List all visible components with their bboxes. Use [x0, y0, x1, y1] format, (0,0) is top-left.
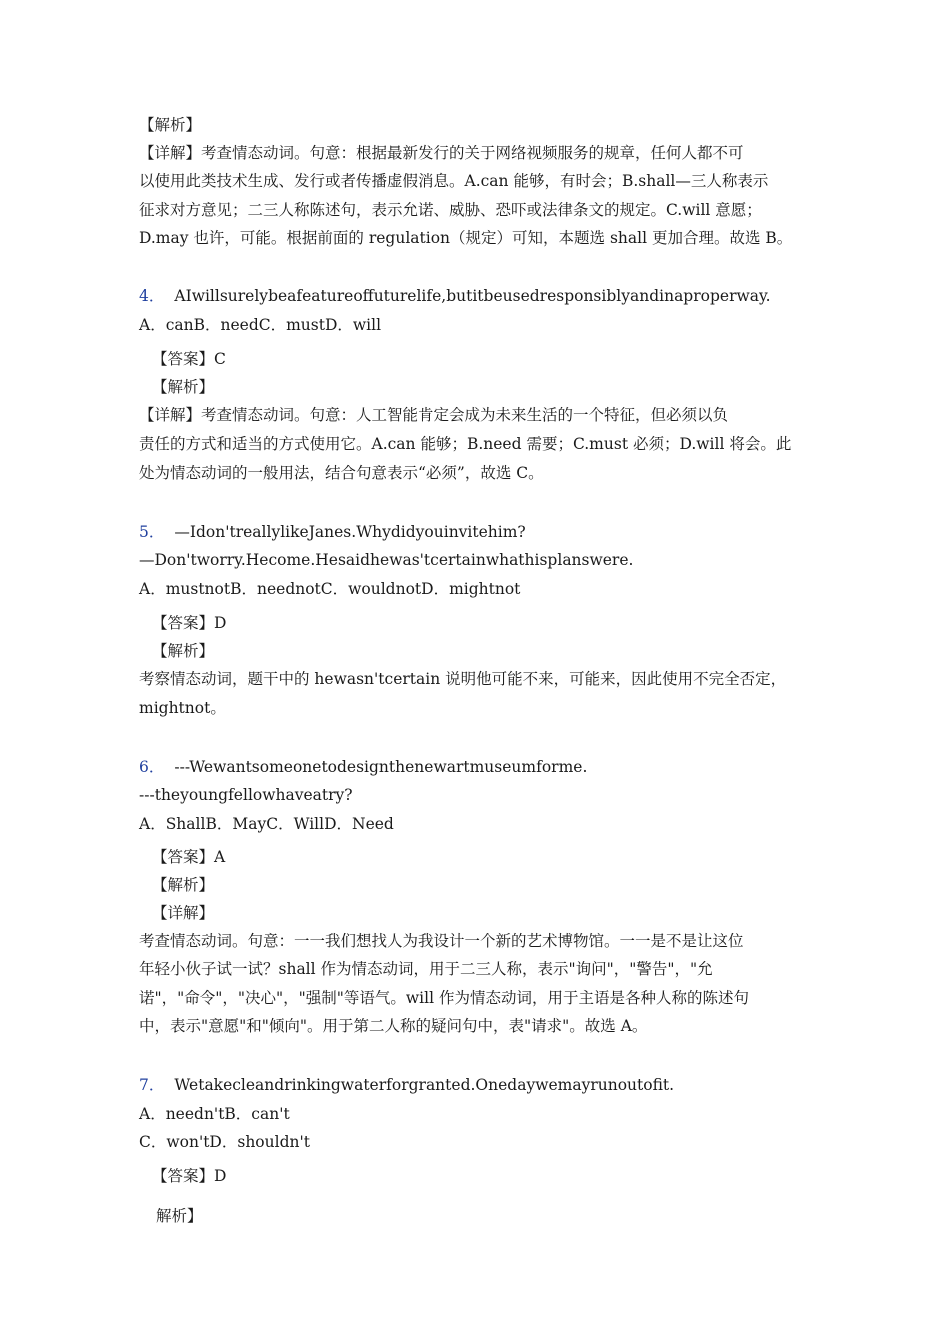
question-7-number: 7． [139, 1076, 165, 1094]
question-6-stem-line2: ---theyoungfellowhaveatry? [139, 786, 353, 804]
question-7-options-line2: C．won'tD．shouldn't [139, 1133, 310, 1151]
question-7-jiexi-heading: 解析】 [156, 1207, 203, 1225]
question-6-explanation-line: 诺"，"命令"，"决心"，"强制"等语气。will 作为情态动词，用于主语是各种人称的陈述句 [139, 989, 749, 1007]
prev-xiangjie-line: 【详解】考查情态动词。句意：根据最新发行的关于网络视频服务的规章，任何人都不可 [139, 144, 744, 162]
question-6-stem [139, 757, 587, 777]
question-5-options: A．mustnotB．neednotC．wouldnotD．mightnot [139, 580, 521, 598]
question-4-xiangjie-line: 【详解】考查情态动词。句意：人工智能肯定会成为未来生活的一个特征，但必须以负 [139, 406, 729, 424]
question-6-answer: 【答案】A [152, 848, 226, 866]
question-4-xiangjie-line: 责任的方式和适当的方式使用它。A.can 能够；B.need 需要；C.must 必须；D.will 将会。此 [139, 435, 792, 453]
question-5-answer: 【答案】D [152, 614, 227, 632]
question-6-explanation-line: 年轻小伙子试一试？shall 作为情态动词，用于二三人称，表示"询问"，"警告"，"允 [139, 960, 713, 978]
question-7-text: Wetakecleandrinkingwaterforgranted.Onedaywemayrunoutofit. [174, 1076, 675, 1094]
prev-xiangjie-line: 以使用此类技术生成、发行或者传播虚假消息。A.can 能够，有时会；B.shall—三人称表示 [139, 172, 769, 190]
question-4-number: 4． [139, 287, 165, 305]
question-4-text: AIwillsurelybeafeatureoffuturelife,butitbeusedresponsiblyandinaproperway. [174, 287, 771, 305]
question-6-jiexi-heading: 【解析】 [152, 876, 215, 894]
question-4-options: A．canB．needC．mustD．will [139, 316, 382, 334]
prev-jiexi-heading: 【解析】 [139, 116, 202, 134]
question-4-answer: 【答案】C [152, 350, 226, 368]
question-6-explanation-line: 中，表示"意愿"和"倾向"。用于第二人称的疑问句中，表"请求"。故选 A。 [139, 1017, 648, 1035]
question-6-explanation-line: 考查情态动词。句意：一一我们想找人为我设计一个新的艺术博物馆。一一是不是让这位 [139, 932, 744, 950]
question-7-stem [139, 1075, 674, 1095]
question-7-answer: 【答案】D [152, 1167, 227, 1185]
question-7-options-line1: A．needn'tB．can't [139, 1105, 290, 1123]
question-5-number: 5． [139, 523, 165, 541]
question-6-number: 6． [139, 758, 165, 776]
question-5-explanation-line: 考察情态动词，题干中的 hewasn'tcertain 说明他可能不来，可能来，因此使用不完全否定， [139, 670, 787, 688]
question-4-jiexi-heading: 【解析】 [152, 378, 215, 396]
question-5-explanation-line: mightnot。 [139, 699, 226, 717]
prev-xiangjie-line: D.may 也许，可能。根据前面的 regulation（规定）可知，本题选 shall 更加合理。故选 B。 [139, 229, 793, 247]
question-5-jiexi-heading: 【解析】 [152, 642, 215, 660]
question-6-options: A．ShallB．MayC．WillD．Need [139, 815, 394, 833]
question-5-text: —Idon'treallylikeJanes.Whydidyouinvitehim? [174, 523, 526, 541]
prev-xiangjie-line: 征求对方意见；二三人称陈述句，表示允诺、威胁、恐吓或法律条文的规定。C.will 意愿； [139, 201, 762, 219]
question-4-stem [139, 286, 771, 306]
question-6-text: ---Wewantsomeonetodesignthenewartmuseumforme. [174, 758, 588, 776]
question-4-xiangjie-line: 处为情态动词的一般用法，结合句意表示“必须”，故选 C。 [139, 464, 544, 482]
question-5-stem-line2: —Don'tworry.Hecome.Hesaidhewas'tcertainwhathisplanswere. [139, 551, 634, 569]
question-5-stem [139, 522, 526, 542]
question-6-xiangjie-heading: 【详解】 [152, 904, 215, 922]
